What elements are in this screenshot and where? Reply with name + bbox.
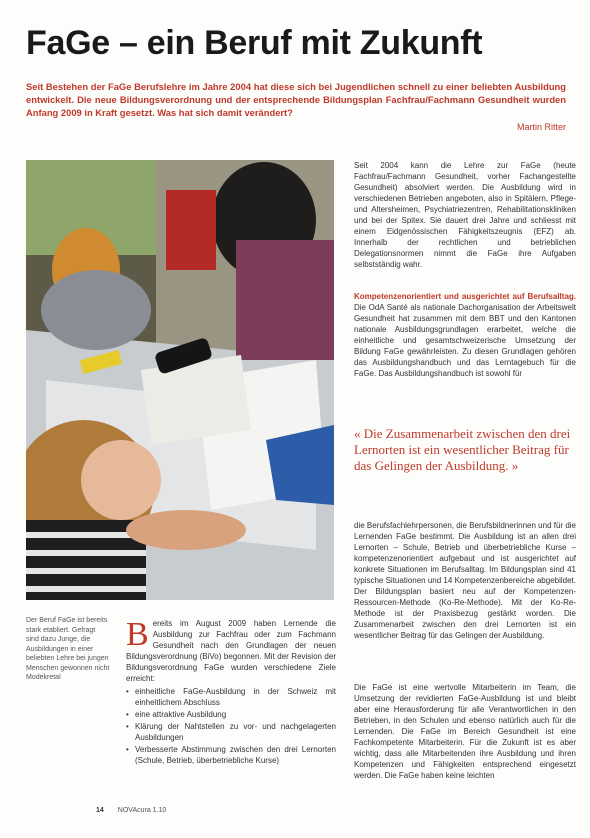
- page-footer: [96, 807, 166, 814]
- paragraph: [354, 291, 576, 379]
- article-column-right-2: [354, 291, 576, 379]
- article-lead: Seit Bestehen der FaGe Berufslehre im Jahre 2004 hat diese sich bei Jugendlichen schnell zu einer beliebten Ausbildung entwickelt. Die neue Bildungsverordnung und der entsprechende Bildungsplan Fachfrau/Fachmann Gesundheit wurden Anfang 2009 in Kraft gesetzt. Was hat sich damit verändert?: [26, 81, 566, 119]
- drop-cap: B: [126, 616, 149, 653]
- article-title: FaGe – ein Beruf mit Zukunft: [26, 24, 483, 62]
- list-item: • einheitliche FaGe-Ausbildung in der Schweiz mit einheitlichem Abschluss: [126, 686, 336, 708]
- page-number: 14: [96, 807, 104, 814]
- magazine-name: NOVAcura 1.10: [117, 807, 167, 814]
- article-column-left: [126, 618, 336, 767]
- paragraph-text: ereits im August 2009 haben Lernende die Ausbildung zur Fachfrau oder zum Fachmann Gesundheit nach den Grundlagen der neuen Bildungsverordnung (BiVo) begonnen. Mit der Revision der Bildungsverordnung FaGe wurden verschiedene Ziele erreicht:: [126, 619, 336, 683]
- paragraph: die Berufsfachlehrpersonen, die Berufsbildnerinnen und für die Lernenden FaGe bestimmt. Die Ausbildung ist an allen drei Lernorten – Schule, Betrieb und überbetriebliche Kurse – kompetenzenorientiert aufgebaut und ist ausgerichtet auf konkrete Situationen im Berufsalltag. Im Bildungsplan sind 41 typische Situationen und 14 Kompetenzenbereiche abgebildet. Der Bildungsplan basiert neu auf der Kompetenzen-Ressourcen-Methode (Ko-Re-Methode). Mit der Ko-Re-Methode ist der Praxisbezug gestärkt worden. Die Zusammenarbeit zwischen den drei Lernorten ist ein wesentlicher Beitrag für das Gelingen der Ausbildung.: [354, 521, 576, 640]
- list-item: • Klärung der Nahtstellen zu vor- und nachgelagerten Ausbildungen: [126, 721, 336, 743]
- pull-quote: « Die Zusammenarbeit zwischen den drei Lernorten ist ein wesentlicher Beitrag für das Gelingen der Ausbildung. »: [354, 426, 571, 473]
- list-item: • Verbesserte Abstimmung zwischen den drei Lernorten (Schule, Betrieb, überbetriebliche Kurse): [126, 744, 336, 766]
- paragraph-text: Die OdA Santé als nationale Dachorganisation der Arbeitswelt Gesundheit hat zusammen mit dem BBT und den Kantonen nationale Ausbildungsgrundlagen erarbeitet, welche die einheitliche und gesamtschweizerische Umsetzung der Bildung FaGe gewährleisten. Zu diesen Grundlagen gehören das Ausbildungshandbuch und das Lerntagebuch für die FaGe. Das Ausbildungshandbuch ist sowohl für: [354, 303, 576, 378]
- section-heading: Kompetenzenorientiert und ausgerichtet auf Berufsalltag.: [354, 292, 576, 301]
- article-author: Martin Ritter: [516, 122, 566, 132]
- article-column-right-3: [354, 520, 576, 641]
- list-item: • eine attraktive Ausbildung: [126, 709, 336, 720]
- article-photo: [26, 160, 334, 600]
- photo-caption: Der Beruf FaGe ist bereits stark etabliert. Gefragt sind dazu Junge, die Ausbildungen in einer beliebten Lehre bei jungen Menschen gewonnen nicht Modekretal: [26, 617, 110, 681]
- article-column-right-4: [354, 682, 576, 781]
- paragraph: [126, 618, 336, 684]
- article-column-right-1: [354, 160, 576, 270]
- paragraph: Seit 2004 kann die Lehre zur FaGe (heute Fachfrau/Fachmann Gesundheit, vorher Fachangestellte Gesundheit) absolviert werden. Die Ausbildung wird in verschiedenen Betrieben angeboten, also in Spitälern, Pflege- und Altersheimen, Psychiatriezentren, Rehabilitationskliniken und bei der Spitex. Sie dauert drei Jahre und schliesst mit einem Eidgenössischen Fähigkeitszeugnis (EFZ) ab. Innerhalb der rechtlichen und betrieblichen Delegationsnormen nimmt die FaGe ihre Aufgaben selbstständig wahr.: [354, 161, 576, 269]
- goals-list: [126, 686, 336, 766]
- classroom-photo: [26, 160, 334, 600]
- paragraph: Die FaGe ist eine wertvolle Mitarbeiterin im Team, die Umsetzung der revidierten FaGe-Ausbildung ist und bleibt aber eine Herausforderung für alle Verantwortlichen in den Betrieben, in den Schulen und ebenso natürlich auch für die Lernenden. Die FaGe im Bereich Gesundheit ist eine Fachkompetente Mitarbeiterin. Für die Zukunft ist es aber wichtig, dass alle Mitarbeitenden ihre Ausbildung und ihren Kompetenzen und Fähigkeiten entsprechend eingesetzt werden. Die FaGe haben keine leichten: [354, 683, 576, 780]
